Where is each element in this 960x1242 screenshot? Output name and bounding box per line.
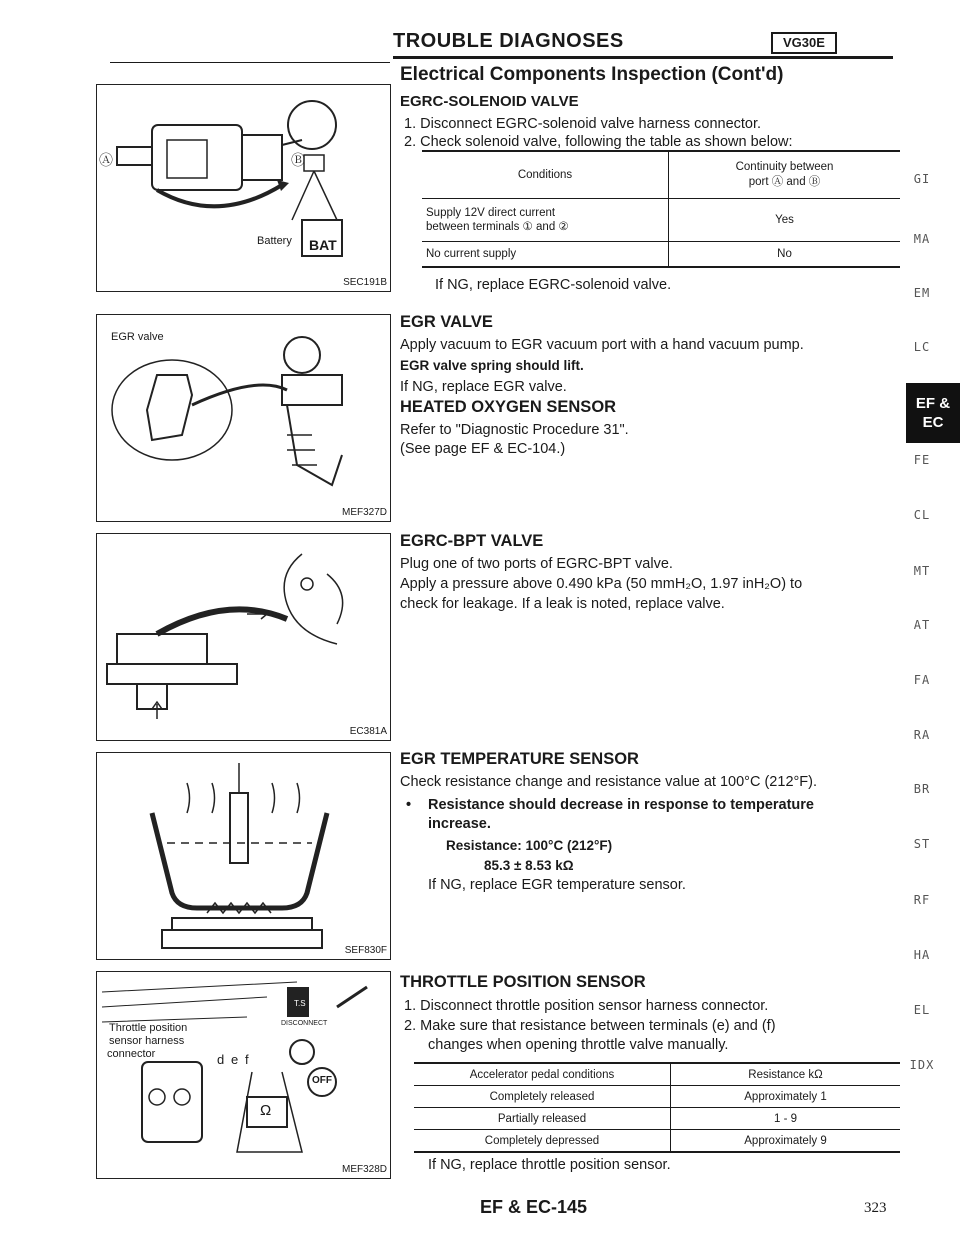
side-index-br[interactable]: BR <box>913 782 931 796</box>
table-header-conditions: Conditions <box>422 151 669 199</box>
section-title-egrc-solenoid: EGRC-SOLENOID VALVE <box>400 93 579 110</box>
egr-temp-line1: Check resistance change and resistance value at 100°C (212°F). <box>400 774 818 790</box>
ts-label: T.S <box>294 999 306 1008</box>
port-b-label: Ⓑ <box>291 152 305 168</box>
figure-egr-valve <box>96 314 391 522</box>
figure-code: EC381A <box>349 726 387 737</box>
terminal-f-label: f <box>245 1052 249 1067</box>
egr-temp-bullet-line1: Resistance should decrease in response to temperature <box>428 797 814 813</box>
throttle-row3-value: Approximately 9 <box>671 1130 901 1153</box>
egr-temp-spec2: 85.3 ± 8.53 kΩ <box>484 858 574 873</box>
bat-label: BAT <box>309 237 337 253</box>
side-index-st[interactable]: ST <box>913 837 931 851</box>
egrc-bpt-line3: check for leakage. If a leak is noted, replace valve. <box>400 596 725 612</box>
throttle-row2-value: 1 - 9 <box>671 1108 901 1130</box>
throttle-label-line3: connector <box>107 1048 156 1060</box>
egrc-bpt-line1: Plug one of two ports of EGRC-BPT valve. <box>400 556 673 572</box>
side-index-fe[interactable]: FE <box>913 453 931 467</box>
side-index-cl[interactable]: CL <box>913 508 931 522</box>
throttle-row3-condition: Completely depressed <box>414 1130 671 1153</box>
bullet-dot: • <box>406 797 412 813</box>
throttle-sensor-illustration <box>97 972 390 1178</box>
row1-condition-line1: Supply 12V direct current <box>426 207 556 219</box>
egr-valve-line2: EGR valve spring should lift. <box>400 358 584 373</box>
throttle-step2-line2: changes when opening throttle valve manually. <box>428 1037 729 1053</box>
egrc-solenoid-illustration <box>97 85 390 291</box>
throttle-row1-value: Approximately 1 <box>671 1086 901 1108</box>
table-row-supply <box>422 199 669 242</box>
section-title-throttle: THROTTLE POSITION SENSOR <box>400 973 646 991</box>
section-title-heated-o2: HEATED OXYGEN SENSOR <box>400 398 617 416</box>
section-title-egr-valve: EGR VALVE <box>400 313 493 331</box>
egrc-solenoid-step1: 1. Disconnect EGRC-solenoid valve harness connector. <box>404 116 762 132</box>
table-header-continuity <box>669 151 901 199</box>
throttle-header-resistance: Resistance kΩ <box>671 1063 901 1086</box>
figure-code: MEF328D <box>341 1164 387 1175</box>
section-title-egrc-bpt: EGRC-BPT VALVE <box>400 532 544 550</box>
terminal-e-label: e <box>231 1052 239 1067</box>
battery-label: Battery <box>257 235 292 247</box>
throttle-step2-line1: 2. Make sure that resistance between terminals (e) and (f) <box>404 1018 776 1034</box>
side-index-ma[interactable]: MA <box>913 232 931 246</box>
throttle-step1: 1. Disconnect throttle position sensor harness connector. <box>404 998 769 1014</box>
header-rule-left <box>110 62 390 63</box>
header-continuity-line1: Continuity between <box>735 161 834 173</box>
egr-valve-line3: If NG, replace EGR valve. <box>400 379 567 395</box>
throttle-label-line2: sensor harness <box>109 1035 185 1047</box>
figure-egr-temp-sensor <box>96 752 391 960</box>
ohm-label: Ω <box>260 1102 272 1119</box>
header-rule <box>393 56 893 59</box>
side-tab-ef-ec[interactable] <box>906 383 960 443</box>
side-index-at[interactable]: AT <box>913 618 931 632</box>
row2-result: No <box>669 242 901 268</box>
egrc-bpt-illustration <box>97 534 390 740</box>
egrc-solenoid-ng: If NG, replace EGRC-solenoid valve. <box>435 277 672 293</box>
egrc-solenoid-table <box>422 150 900 268</box>
off-label: OFF <box>312 1075 332 1086</box>
egrc-bpt-line2: Apply a pressure above 0.490 kPa (50 mmH₂O, 1.97 inH₂O) to <box>400 576 803 592</box>
side-index-fa[interactable]: FA <box>913 673 931 687</box>
throttle-table <box>414 1062 900 1153</box>
side-index-idx[interactable]: IDX <box>909 1058 935 1072</box>
figure-code: MEF327D <box>341 507 387 518</box>
egr-temp-bullet-line2: increase. <box>428 816 491 832</box>
side-index-ra[interactable]: RA <box>913 728 931 742</box>
side-index-gi[interactable]: GI <box>913 172 931 186</box>
egr-valve-label: EGR valve <box>111 331 164 343</box>
side-index-el[interactable]: EL <box>913 1003 931 1017</box>
side-index-ha[interactable]: HA <box>913 948 931 962</box>
throttle-ng: If NG, replace throttle position sensor. <box>428 1157 671 1173</box>
disconnect-label: DISCONNECT <box>281 1020 328 1027</box>
figure-throttle-sensor <box>96 971 391 1179</box>
header-continuity-line2: port Ⓐ and Ⓑ <box>748 176 821 188</box>
side-tab-line2: EC <box>922 414 944 431</box>
egrc-solenoid-step2: 2. Check solenoid valve, following the table as shown below: <box>404 134 793 150</box>
throttle-header-pedal: Accelerator pedal conditions <box>414 1063 671 1086</box>
row1-condition-line2: between terminals ① and ② <box>426 221 569 233</box>
port-a-label: Ⓐ <box>99 152 113 168</box>
throttle-label-line1: Throttle position <box>109 1022 188 1034</box>
throttle-row2-condition: Partially released <box>414 1108 671 1130</box>
throttle-row1-condition: Completely released <box>414 1086 671 1108</box>
side-index-rf[interactable]: RF <box>913 893 931 907</box>
page-footer: EF & EC-145 <box>480 1197 588 1217</box>
figure-code: SEF830F <box>344 945 387 956</box>
egr-temp-ng: If NG, replace EGR temperature sensor. <box>428 877 686 893</box>
side-index-em[interactable]: EM <box>913 286 931 300</box>
engine-badge: VG30E <box>771 32 837 54</box>
egr-valve-line1: Apply vacuum to EGR vacuum port with a hand vacuum pump. <box>400 337 804 353</box>
page-number: 323 <box>864 1200 887 1216</box>
side-tab-line1: EF & <box>915 395 951 412</box>
egr-temp-sensor-illustration <box>97 753 390 959</box>
row1-result: Yes <box>669 199 901 242</box>
egr-valve-illustration <box>97 315 390 521</box>
heated-o2-line1: Refer to "Diagnostic Procedure 31". <box>400 422 629 438</box>
side-index-mt[interactable]: MT <box>913 564 931 578</box>
heated-o2-line2: (See page EF & EC-104.) <box>400 441 566 457</box>
egr-temp-spec1: Resistance: 100°C (212°F) <box>446 838 613 853</box>
side-index-lc[interactable]: LC <box>913 340 931 354</box>
terminal-d-label: d <box>217 1052 225 1067</box>
figure-code: SEC191B <box>343 277 387 288</box>
figure-egrc-solenoid <box>96 84 391 292</box>
section-title-egr-temp: EGR TEMPERATURE SENSOR <box>400 750 639 768</box>
row2-condition: No current supply <box>422 242 669 268</box>
page-header-title: TROUBLE DIAGNOSES <box>393 30 624 52</box>
figure-egrc-bpt <box>96 533 391 741</box>
main-title: Electrical Components Inspection (Cont'd) <box>400 64 784 85</box>
